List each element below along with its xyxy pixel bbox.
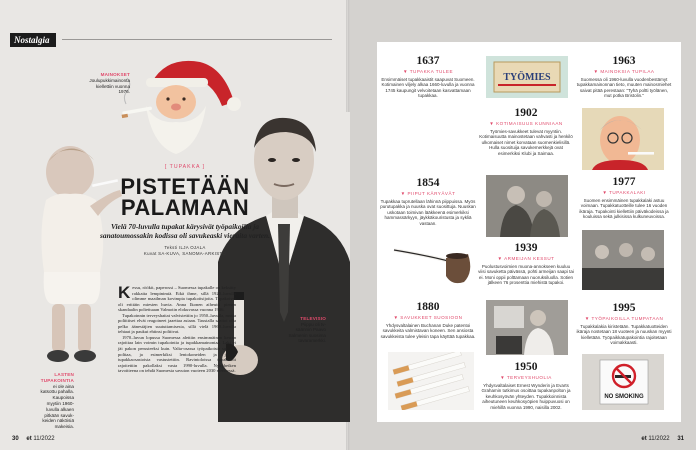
section-label: Nostalgia: [10, 33, 56, 47]
timeline-entry: 1977 ▼ TUPAKKALAKI Suomen ensimmäinen tupakkalaki astuu voimaan. Tupakkatuotteille tulee 16 vuoden ikäraja. Tupakointi kiellettiin päiväkodeissa ja kouluissa sekä julkisissa kulkuneuvoissa.: [579, 176, 669, 220]
cigarettes-photo: [388, 352, 474, 410]
man-with-pipe-photo: [218, 112, 350, 422]
subheadline: Vielä 70-luvulla tupakat kärysivät työpaikoilla ja sanatoumossakin kodissa oli savukeaski vieraita varten.: [100, 222, 271, 240]
tin-label: TYÖMIES: [503, 72, 551, 83]
body-paragraph: Tupakoinnin terveyshaitat valvistettiin jo 1950–luvulla, mutta poliittiset elvät reagoineet jaaettaa asiaan. Taustalla saattoi olla pelko äänestäjien suututtamisesta, sillä vielä 1960–luvulla tehtaat ja paukut ehtinsi polttivat.: [118, 312, 236, 335]
timeline-entry: 1939 ▼ ARMEIJAN KESSUT Puolustusvoimien muona-annokseen kuuluu viisi savuketta päivässä, pohti armeijan saapi tai ei. Moni oppii polttamaan nuoruksiluolla. Sotien jälkeen 76 prosenttia miehistä tupakoi.: [478, 242, 574, 286]
soldiers-photo: [486, 175, 568, 237]
headline: PISTETÄÄN PALAMAAN: [120, 174, 250, 220]
timeline-entry: 1880 ▼ SAVUKKEET SUOSIOON Yhdysvaltalainen Buchanan Duke patentoi savukkeita valmistavan koneen. Sen ansiosta savukkeista tulee yleisin tapa käyttää tupakkaa.: [380, 301, 476, 339]
article-header: [100, 164, 270, 256]
byline: Teksti ILJA OJALA Kuvat SA-KUVA, SANOMA-ARKISTO: [143, 245, 227, 256]
sign-label: NO SMOKING: [604, 394, 644, 400]
timeline-entry: 1637 ▼ TUPAKKA TULEE Ensimmäiset tupakkaaistit saapuvat Suomeen. Kotimainen viljely alkaa 1660-luvulla ja vuonna 1745 kaupungit velvoitetaan kasvattamaan tupakkaa.: [381, 55, 475, 99]
timeline-entry: 1950 ▼ TERVEYSHUOLIA Yhdysvaltalaiset Ernest Wynderin ja Evarts Grahamin tutkimus osoittaa tupakanpolton ja keuhkosyövän yhteyden. Tupakkoinnista aiheutuneen keuhkosyöpien huippuvuosi on miehillä vuonna 1990, naisilla 2002.: [481, 361, 571, 410]
body-paragraph: Kessu, röökit, paperossi – Suomessa tupakalle on keksitty rakkaita lempinimiä. Eikä ihme, sillä 1920–luvulla olimme maailman kovimpia tupakoitsijoita. Tupakoivat oli erittäin miesten huvia. Anna Ikonen aiheutti pienen skandaalin poltettuaan Valmotin elokuvassa vuonna 1936.: [118, 283, 236, 313]
scientist-photo: [486, 300, 568, 355]
ad-man-illustration: [582, 108, 664, 170]
office-workers-photo: [582, 230, 664, 290]
child-caption: LASTEN TUPAKOINTIA ei ole aina katsottu pahalla. Kaupoissa myytiin 1960-luvulla alkaen pitkään savukkeiden näköisiä makeisia.: [40, 372, 74, 430]
no-smoking-sign-photo: [582, 354, 664, 410]
left-folio: 30 et 11/2022: [12, 436, 55, 442]
category-tag: [ TUPAKKA ]: [164, 164, 206, 170]
right-folio: et 11/2022 31: [641, 436, 684, 442]
body-paragraph: 1970–luvun lopussa Suomessa alettiin ensimmäinen kerran rajoittaa lain voimin tupakointia ja tupakkamainontaa. Laki ei jäi pakon perusteeksi kuin. Valta-osassa työpaikoista sai yhä polttaa, ja esimerkiksi lentokoneiden ja junien tupakkaosastoista vastustettiin. Ravintoloissa tupakointi rajoitettiin pakollaksi vasta 1990-luvulla. Nykyhetken tavoitteena on tehdä Suomesta savuton vuoteen 2030 mennessä.: [118, 334, 236, 374]
tv-caption: TELEVISIO Piippu oli tv-säännin Paavo Salmenin suosima tavaramerkki.: [288, 316, 326, 344]
timeline-entry: 1995 ▼ TYÖPAIKOILLA TUMPATAAN Tupakkalakia kiristetään. Tupakkatuotteiden ikäraja nostetaan 18 vuoteen ja nuuskan myynti kielletään. Työpaikkatupakointia rajoitetaan voimakkaasti.: [576, 302, 672, 346]
timeline-entry: 1963 ▼ MAINOKSIA TUPILAA Suomessa oli 1960-luvulla vuodenbestämyt tupakkamainonnan tieto, muuten mainosmiehet saivat pitää perestaan: "Tyhä poltti työlänen, mut potka Bristolin.": [576, 55, 672, 99]
dropcap: K: [118, 283, 131, 302]
section-divider: [62, 39, 332, 40]
article-body: [118, 285, 236, 374]
tyomies-tin-photo: [486, 56, 568, 98]
santa-caption: MAINOKSET Joulupukkimainonta kiellettiin vuonna 1976.: [89, 72, 130, 95]
timeline-entry: 1902 ▼ KOTIMAISUUS KUNNIAAN Työmies-savukkeet tulevat myyntiin. Kotimaisuutta mainostetaan vahvasti ja henkilö ulkomaiset nimet korvataan suomenkielisillä. Hulla suosituija savukemerkkejä ovat esimerkiksi Klubi ja Saimaa.: [479, 107, 573, 156]
pipe-photo: [390, 232, 476, 286]
timeline-entry: 1854 ▼ PIIPUT KÄRYÄVÄT Tupakkaa tuprutellaan lähinnä piippuissa. Myös purutupakka ja nuuska ovat suosittuja. Nuuskan uskotaan toimivan lääkkeenä esimerkiksi hammassärkyyn, jäykkäkouristusta ja sykliä vastaan.: [380, 177, 476, 226]
